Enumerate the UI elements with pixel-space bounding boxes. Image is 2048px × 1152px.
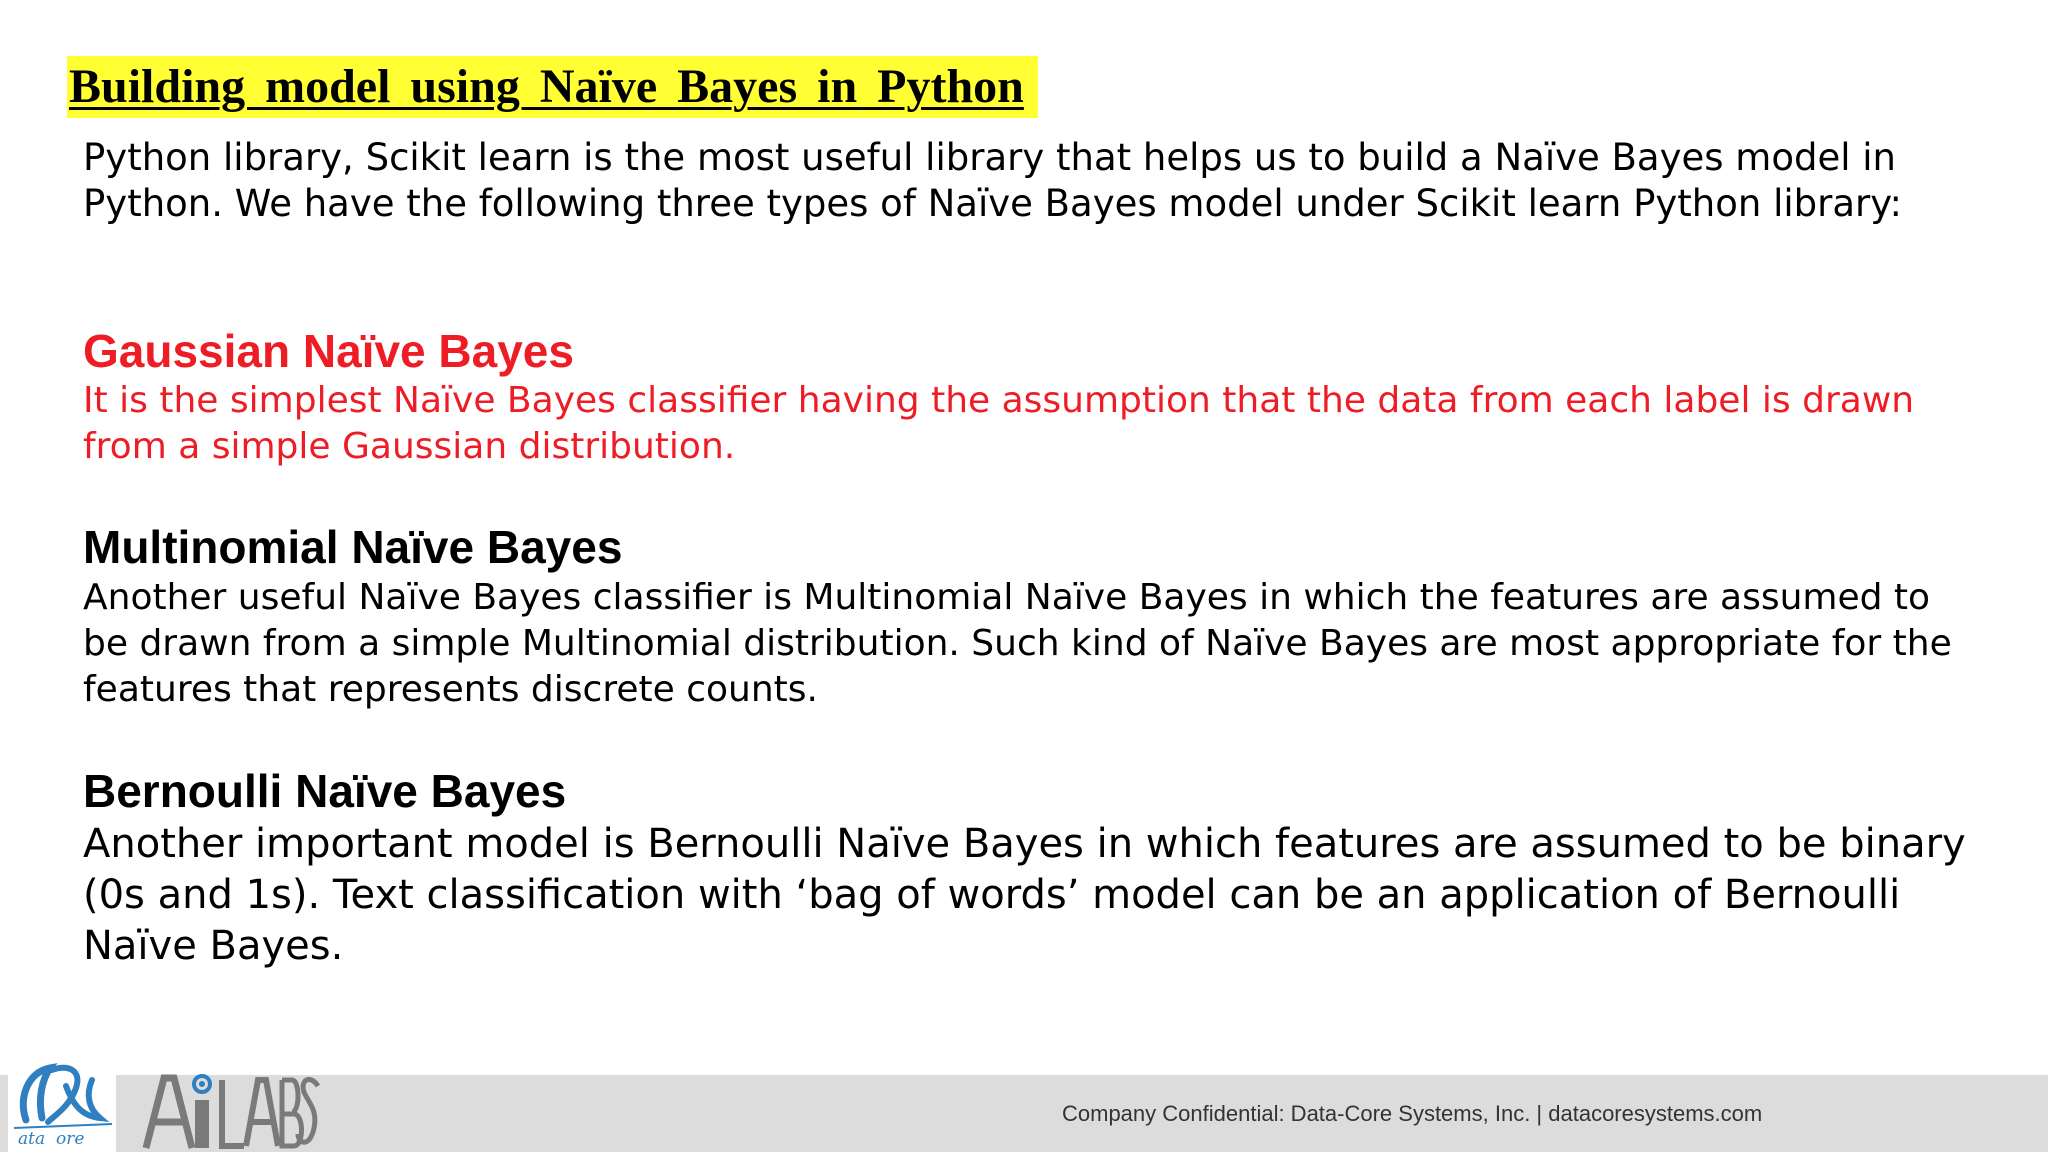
datacore-logo-mark xyxy=(8,1058,116,1152)
svg-text:ore: ore xyxy=(56,1129,85,1149)
slide-title: Building model using Naïve Bayes in Python xyxy=(67,56,1038,118)
gaussian-heading: Gaussian Naïve Bayes xyxy=(83,325,574,377)
ailabs-logo xyxy=(140,1066,320,1152)
multinomial-heading: Multinomial Naïve Bayes xyxy=(83,521,623,573)
svg-text:ata: ata xyxy=(18,1129,46,1149)
multinomial-description: Another useful Naïve Bayes classifier is Multinomial Naïve Bayes in which the features are assumed to be drawn from a simple Multinomial distribution. Such kind of Naïve Bayes are most appropriate for the features that represents discrete counts. xyxy=(83,577,1952,710)
bernoulli-description: Another important model is Bernoulli Naïve Bayes in which features are assumed to be binary (0s and 1s). Text classification with ‘bag of words’ model can be an application of Bernoulli Naïve Bayes. xyxy=(83,821,1966,969)
bernoulli-heading: Bernoulli Naïve Bayes xyxy=(83,765,567,817)
ailabs-logo-mark xyxy=(140,1066,320,1152)
footer-confidential-text: Company Confidential: Data-Core Systems, Inc. | datacoresystems.com xyxy=(1062,1101,1763,1126)
gaussian-description: It is the simplest Naïve Bayes classifier having the assumption that the data from each label is drawn from a simple Gaussian distribution. xyxy=(83,380,1915,467)
intro-paragraph: Python library, Scikit learn is the most useful library that helps us to build a Naïve Bayes model in Python. We have the following three types of Naïve Bayes model under Scikit learn Python library: xyxy=(83,136,1902,225)
datacore-logo xyxy=(8,1058,116,1152)
